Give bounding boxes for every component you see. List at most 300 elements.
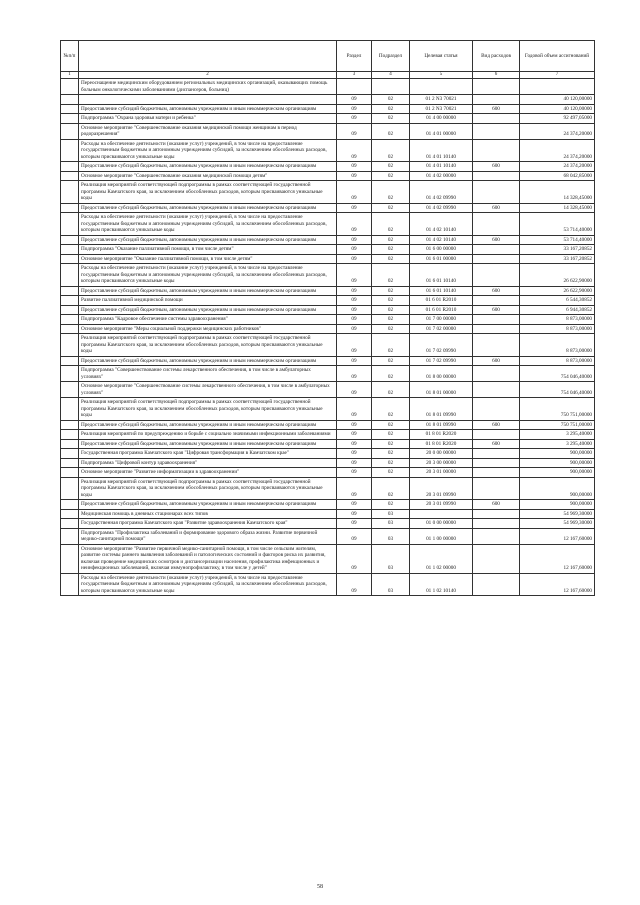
table-row [61,449,595,459]
table-row [61,95,595,105]
row-num [61,382,79,398]
row-subsection: 02 [372,449,410,459]
table-row [61,500,595,510]
row-num [61,573,79,596]
row-target: 01 4 02 10140 [410,235,473,245]
row-subsection: 02 [372,430,410,440]
row-amount: 8 873,00000 [520,315,595,325]
row-section: 09 [337,420,372,430]
row-subsection: 02 [372,162,410,172]
row-amount: 3 295,40000 [520,439,595,449]
row-kind [473,449,520,459]
row-name: Предоставление субсидий бюджетным, автономным учреждениям и иным некоммерческим организациям [79,356,337,366]
row-amount: 12 167,60000 [520,528,595,544]
row-name: Основное мероприятие "Развитие информатизации в здравоохранении" [79,468,337,478]
row-target: 01 7 02 09990 [410,334,473,357]
row-kind [473,334,520,357]
row-kind [473,544,520,573]
row-kind [473,509,520,519]
table-row [61,544,595,573]
row-subsection: 02 [372,334,410,357]
table-row [61,458,595,468]
row-section: 09 [337,398,372,421]
row-target: 01 6 01 R2010 [410,305,473,315]
table-row [61,315,595,325]
row-section: 09 [337,114,372,124]
table-row [61,139,595,162]
row-target: 01 4 01 10140 [410,139,473,162]
row-amount: 33 167,20852 [520,245,595,255]
row-subsection: 02 [372,420,410,430]
row-kind: 600 [473,235,520,245]
row-kind [473,171,520,181]
row-name: Расходы на обеспечение деятельности (оказание услуг) учреждений, в том числе на предоставление государственным бюджетным и автономным учреждениям субсидий, за исключением обособленных расходов, которым присваиваются уникальные коды [79,213,337,236]
row-name: Расходы на обеспечение деятельности (оказание услуг) учреждений, в том числе на предоставление государственным бюджетным и автономным учреждениям субсидий, за исключением обособленных расходов, которым присваиваются уникальные коды [79,139,337,162]
row-section: 09 [337,296,372,306]
row-subsection: 02 [372,203,410,213]
row-subsection: 02 [372,366,410,382]
row-subsection: 03 [372,544,410,573]
table-row [61,264,595,287]
table-row [61,366,595,382]
row-amount: 12 167,60000 [520,544,595,573]
row-num [61,171,79,181]
row-amount: 92 497,05000 [520,114,595,124]
row-kind [473,181,520,204]
row-subsection: 02 [372,315,410,325]
row-section: 09 [337,382,372,398]
header-target: Целевая статья [410,41,473,72]
row-kind [473,366,520,382]
row-kind [473,468,520,478]
table-row [61,382,595,398]
row-section: 09 [337,430,372,440]
row-kind: 600 [473,420,520,430]
row-name: Реализация мероприятий соответствующей подпрограммы в рамках соответствующей государственной программы Камчатского края, за исключением обособленных расходов, которым присваиваются уникальные коды [79,398,337,421]
row-kind: 600 [473,439,520,449]
row-section: 09 [337,324,372,334]
table-row [61,477,595,500]
row-kind [473,114,520,124]
row-num [61,544,79,573]
row-num [61,264,79,287]
row-subsection: 02 [372,356,410,366]
row-target: 20 0 00 00000 [410,449,473,459]
row-amount: 8 873,00000 [520,334,595,357]
row-target: 01 8 01 09990 [410,398,473,421]
row-name: Подпрограмма "Оказание паллиативной помощи, в том числе детям" [79,245,337,255]
row-name: Подпрограмма "Профилактика заболеваний и формирование здорового образа жизни. Развитие первичной медико-санитарной помощи" [79,528,337,544]
row-amount: 24 374,20000 [520,123,595,139]
row-section: 09 [337,95,372,105]
table-row [61,203,595,213]
row-section: 09 [337,509,372,519]
row-target: 01 2 N3 70021 [410,104,473,114]
row-subsection: 02 [372,305,410,315]
row-name: Предоставление субсидий бюджетным, автономным учреждениям и иным некоммерческим организациям [79,235,337,245]
row-num [61,430,79,440]
row-kind: 600 [473,104,520,114]
row-target: 01 7 02 09990 [410,356,473,366]
row-num [61,104,79,114]
row-amount [520,79,595,95]
row-name: Расходы на обеспечение деятельности (оказание услуг) учреждений, в том числе на предоставление государственным бюджетным и автономным учреждениям субсидий, за исключением обособленных расходов, которым присваиваются уникальные коды [79,264,337,287]
row-subsection: 02 [372,181,410,204]
row-num [61,356,79,366]
page-number: 58 [317,884,323,890]
row-num [61,235,79,245]
row-name: Реализация мероприятий по предупреждению и борьбе с социально значимыми инфекционными заболеваниями [79,430,337,440]
row-target: 01 4 00 00000 [410,114,473,124]
row-amount: 12 167,60000 [520,573,595,596]
row-subsection: 02 [372,139,410,162]
row-target: 01 1 00 00000 [410,528,473,544]
row-amount: 750 751,00000 [520,398,595,421]
row-subsection: 02 [372,235,410,245]
row-num [61,528,79,544]
row-num [61,123,79,139]
col-number: 6 [473,72,520,79]
row-kind [473,79,520,95]
row-num [61,315,79,325]
row-name: Основное мероприятие "Меры социальной поддержки медицинских работников" [79,324,337,334]
row-section: 09 [337,104,372,114]
row-kind [473,573,520,596]
row-subsection: 02 [372,398,410,421]
row-num [61,162,79,172]
table-header-row [61,41,595,72]
budget-table [60,40,595,596]
row-subsection: 02 [372,213,410,236]
row-name: Основное мероприятие "Совершенствование оказания медицинской помощи детям" [79,171,337,181]
row-section: 09 [337,519,372,529]
row-num [61,458,79,468]
row-name: Предоставление субсидий бюджетным, автономным учреждениям и иным некоммерческим организациям [79,286,337,296]
row-section: 09 [337,305,372,315]
row-num [61,509,79,519]
table-row [61,305,595,315]
row-kind [473,296,520,306]
row-num [61,334,79,357]
table-row [61,114,595,124]
header-subsection: Подраздел [372,41,410,72]
row-target: 20 3 01 00000 [410,468,473,478]
row-subsection: 02 [372,382,410,398]
row-target: 20 3 01 09990 [410,477,473,500]
row-name: Подпрограмма "Совершенствование системы лекарственного обеспечения, в том числе в амбулаторных условиях" [79,366,337,382]
row-kind [473,254,520,264]
row-target: 01 4 02 09990 [410,203,473,213]
row-name: Переоснащение медицинским оборудованием региональных медицинских организаций, оказывающих помощь больным онкологическими заболеваниями (диспансеров, больниц) [79,79,337,95]
row-section: 09 [337,573,372,596]
column-number-row [61,72,595,79]
row-target: 01 8 01 R2020 [410,430,473,440]
row-name: Расходы на обеспечение деятельности (оказание услуг) учреждений, в том числе на предоставление государственным бюджетным и автономным учреждениям субсидий, за исключением обособленных расходов, которым присваиваются уникальные коды [79,573,337,596]
header-num: №п/п [61,41,79,72]
row-num [61,477,79,500]
row-amount: 8 873,00000 [520,356,595,366]
row-target: 01 6 01 R2010 [410,296,473,306]
row-section [337,79,372,95]
col-number: 1 [61,72,79,79]
row-kind [473,324,520,334]
row-subsection: 02 [372,439,410,449]
row-section: 09 [337,286,372,296]
row-subsection: 02 [372,286,410,296]
row-amount: 26 622,90000 [520,264,595,287]
row-kind [473,123,520,139]
row-num [61,439,79,449]
row-num [61,420,79,430]
row-kind [473,458,520,468]
row-name: Реализация мероприятий соответствующей подпрограммы в рамках соответствующей государственной программы Камчатского края, за исключением обособленных расходов, которым присваиваются уникальные коды [79,181,337,204]
row-target: 01 4 02 09990 [410,181,473,204]
col-number: 5 [410,72,473,79]
row-num [61,213,79,236]
row-num [61,203,79,213]
table-row [61,162,595,172]
table-row [61,334,595,357]
row-amount: 68 042,85000 [520,171,595,181]
row-subsection: 02 [372,468,410,478]
row-amount: 54 969,30000 [520,519,595,529]
row-section: 09 [337,366,372,382]
table-row [61,104,595,114]
row-section: 09 [337,334,372,357]
col-number: 2 [79,72,337,79]
row-kind: 600 [473,500,520,510]
table-row [61,468,595,478]
row-name: Предоставление субсидий бюджетным, автономным учреждениям и иным некоммерческим организациям [79,500,337,510]
row-num [61,449,79,459]
row-amount: 26 622,90000 [520,286,595,296]
header-kind: Вид расходов [473,41,520,72]
row-num [61,79,79,95]
row-amount: 900,00000 [520,449,595,459]
row-target: 01 0 00 00000 [410,519,473,529]
row-num [61,468,79,478]
row-amount: 6 944,30852 [520,305,595,315]
row-target: 01 6 01 10140 [410,264,473,287]
row-amount: 54 969,30000 [520,509,595,519]
row-kind: 600 [473,305,520,315]
col-number: 7 [520,72,595,79]
row-name: Развитие паллиативной медицинской помощи [79,296,337,306]
row-section: 09 [337,123,372,139]
row-subsection: 03 [372,519,410,529]
row-name: Государственная программа Камчатского края "Цифровая трансформация в Камчатском крае" [79,449,337,459]
row-amount: 14 328,45000 [520,203,595,213]
row-amount: 900,00000 [520,458,595,468]
table-row [61,519,595,529]
row-num [61,500,79,510]
row-kind: 600 [473,286,520,296]
row-subsection: 02 [372,324,410,334]
row-name: Медицинская помощь в дневных стационарах всех типов [79,509,337,519]
row-kind [473,213,520,236]
row-amount: 900,00000 [520,468,595,478]
row-subsection: 02 [372,123,410,139]
row-name: Предоставление субсидий бюджетным, автономным учреждениям и иным некоммерческим организациям [79,104,337,114]
row-target: 01 6 01 10140 [410,286,473,296]
header-amount: Годовой объем ассигнований [520,41,595,72]
row-name: Реализация мероприятий соответствующей подпрограммы в рамках соответствующей государственной программы Камчатского края, за исключением обособленных расходов, которым присваиваются уникальные коды [79,477,337,500]
row-name: Государственная программа Камчатского края "Развитие здравоохранения Камчатского края" [79,519,337,529]
row-subsection: 02 [372,114,410,124]
row-kind [473,382,520,398]
row-section: 09 [337,544,372,573]
row-amount: 14 328,45000 [520,181,595,204]
table-row [61,324,595,334]
row-section: 09 [337,528,372,544]
row-amount: 33 167,20852 [520,254,595,264]
row-target: 01 7 00 00000 [410,315,473,325]
row-kind [473,245,520,255]
row-kind: 600 [473,356,520,366]
row-target: 20 3 01 09990 [410,500,473,510]
row-subsection: 02 [372,245,410,255]
row-target: 01 1 02 10140 [410,573,473,596]
row-section: 09 [337,449,372,459]
row-num [61,305,79,315]
row-section: 09 [337,264,372,287]
row-section: 09 [337,171,372,181]
row-name: Подпрограмма "Охрана здоровья матери и ребенка" [79,114,337,124]
row-section: 09 [337,468,372,478]
row-amount: 53 714,40000 [520,235,595,245]
row-num [61,181,79,204]
table-row [61,528,595,544]
row-target [410,509,473,519]
row-amount: 40 120,00000 [520,95,595,105]
row-name: Предоставление субсидий бюджетным, автономным учреждениям и иным некоммерческим организациям [79,305,337,315]
table-row [61,398,595,421]
row-section: 09 [337,213,372,236]
row-subsection: 02 [372,477,410,500]
row-num [61,296,79,306]
row-target: 01 2 N3 70021 [410,95,473,105]
row-name: Предоставление субсидий бюджетным, автономным учреждениям и иным некоммерческим организациям [79,439,337,449]
row-kind [473,315,520,325]
table-row [61,430,595,440]
row-section: 09 [337,203,372,213]
row-amount: 24 374,20000 [520,139,595,162]
row-section: 09 [337,458,372,468]
row-target [410,79,473,95]
row-section: 09 [337,439,372,449]
row-target: 01 8 01 09990 [410,420,473,430]
row-target: 01 6 00 00000 [410,245,473,255]
row-target: 01 6 01 00000 [410,254,473,264]
row-name: Основное мероприятие "Совершенствование оказания медицинской помощи женщинам в период родоразрешения" [79,123,337,139]
row-subsection: 02 [372,500,410,510]
row-name: Предоставление субсидий бюджетным, автономным учреждениям и иным некоммерческим организациям [79,162,337,172]
row-amount: 24 374,20000 [520,162,595,172]
table-row [61,356,595,366]
row-target: 01 1 02 00000 [410,544,473,573]
row-target: 01 4 02 00000 [410,171,473,181]
row-subsection: 03 [372,509,410,519]
col-number: 4 [372,72,410,79]
row-target: 01 8 01 R2020 [410,439,473,449]
table-row [61,245,595,255]
table-row [61,181,595,204]
table-row [61,439,595,449]
row-num [61,519,79,529]
row-name: Предоставление субсидий бюджетным, автономным учреждениям и иным некоммерческим организациям [79,203,337,213]
row-name: Подпрограмма "Цифровой контур здравоохранения" [79,458,337,468]
row-target: 01 8 00 00000 [410,366,473,382]
row-section: 09 [337,477,372,500]
row-amount: 754 046,40000 [520,382,595,398]
row-name: Реализация мероприятий соответствующей подпрограммы в рамках соответствующей государственной программы Камчатского края, за исключением обособленных расходов, которым присваиваются уникальные коды [79,334,337,357]
table-row [61,79,595,95]
row-amount: 900,00000 [520,500,595,510]
row-kind: 600 [473,162,520,172]
row-amount: 6 544,30852 [520,296,595,306]
row-section: 09 [337,254,372,264]
row-amount: 754 046,40000 [520,366,595,382]
row-num [61,398,79,421]
row-kind [473,519,520,529]
row-section: 09 [337,500,372,510]
row-name: Основное мероприятие "Оказание паллиативной помощи, в том числе детям" [79,254,337,264]
row-num [61,324,79,334]
row-subsection: 03 [372,528,410,544]
row-num [61,245,79,255]
row-section: 09 [337,162,372,172]
row-num [61,366,79,382]
row-subsection [372,79,410,95]
row-section: 09 [337,235,372,245]
table-row [61,123,595,139]
row-target: 20 3 00 00000 [410,458,473,468]
row-num [61,254,79,264]
row-target: 01 4 01 10140 [410,162,473,172]
row-name: Основное мероприятие "Развитие первичной медико-санитарной помощи, в том числе сельским жителям, развитие системы раннего выявления заболеваний и патологических состояний и факторов риска их развития, включая проведение медицинских осмотров и диспансеризации населения, профилактика инфекционных и неинфекционных заболеваний, включая иммунопрофилактику, в том числе у детей" [79,544,337,573]
row-subsection: 02 [372,171,410,181]
row-section: 09 [337,245,372,255]
row-kind [473,139,520,162]
row-num [61,114,79,124]
row-amount: 3 295,40000 [520,430,595,440]
row-name: Подпрограмма "Кадровое обеспечение системы здравоохранения" [79,315,337,325]
row-subsection: 02 [372,264,410,287]
row-kind [473,264,520,287]
row-subsection: 03 [372,573,410,596]
row-amount: 8 873,00000 [520,324,595,334]
row-kind [473,477,520,500]
row-amount: 40 120,00000 [520,104,595,114]
row-num [61,286,79,296]
table-row [61,509,595,519]
row-target: 01 7 02 00000 [410,324,473,334]
document-page [60,40,594,596]
row-subsection: 02 [372,296,410,306]
row-subsection: 02 [372,104,410,114]
row-kind [473,528,520,544]
table-row [61,254,595,264]
row-kind [473,398,520,421]
table-row [61,286,595,296]
table-row [61,420,595,430]
table-row [61,573,595,596]
row-section: 09 [337,356,372,366]
header-name [79,41,337,72]
table-row [61,235,595,245]
col-number: 3 [337,72,372,79]
row-kind: 600 [473,203,520,213]
